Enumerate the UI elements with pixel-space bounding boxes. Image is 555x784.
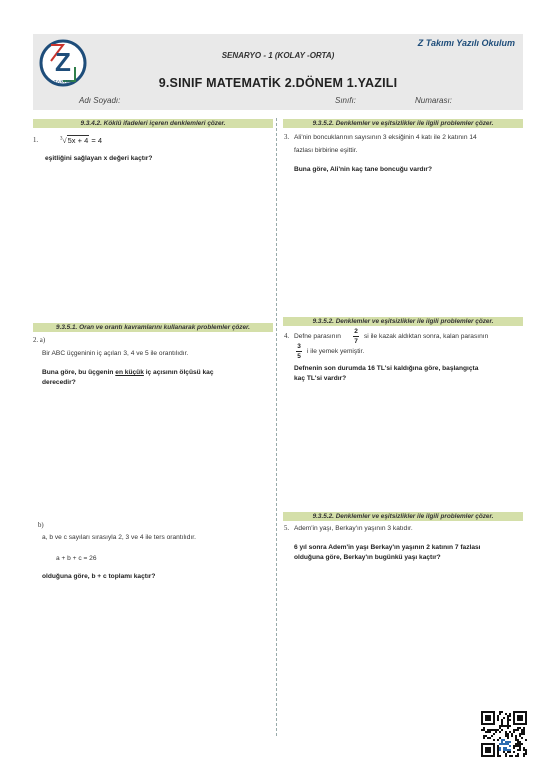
- q1-question: eşitliğini sağlayan x değeri kaçtır?: [45, 155, 153, 162]
- q3-stem-line2: fazlası birbirine eşittir.: [294, 147, 358, 154]
- q4-fraction-two-sevenths: 2 7: [354, 328, 358, 345]
- q4-fraction-three-fifths: 3 5: [297, 343, 301, 360]
- q2-objective-tag: 9.3.5.1. Oran ve orantı kavramlarını kullanarak problemler çözer.: [33, 323, 273, 332]
- q2b-number: b): [38, 522, 44, 529]
- q5-stem: Adem'in yaşı, Berkay'ın yaşının 3 katıdır.: [294, 525, 413, 532]
- svg-text:TAKIMI: TAKIMI: [53, 79, 73, 84]
- q1-number: 1.: [33, 137, 39, 144]
- exam-title: 9.SINIF MATEMATİK 2.DÖNEM 1.YAZILI: [158, 76, 398, 90]
- q3-question: Buna göre, Ali'nin kaç tane boncuğu vardır?: [294, 166, 432, 173]
- number-field-label: Numarası:: [415, 96, 452, 105]
- q1-equation: $^3$√5x + 4 = 4: [60, 136, 102, 145]
- q2b-equation: a + b + c = 26: [56, 555, 97, 562]
- q3-stem-line1: Ali'nin boncuklarının sayısının 3 eksiğinin 4 katı ile 2 katının 14: [294, 134, 477, 141]
- q4-stem-b: si ile kazak aldıktan sonra, kalan parasının: [364, 333, 489, 340]
- q3-number: 3.: [284, 134, 290, 141]
- class-field-label: Sınıfı:: [335, 96, 356, 105]
- q3-objective-tag: 9.3.5.2. Denklemler ve eşitsizlikler ile ilgili problemler çözer.: [283, 119, 523, 128]
- column-divider: [276, 118, 277, 736]
- q5-number: 5.: [284, 525, 290, 532]
- q4-number: 4.: [284, 333, 290, 340]
- q2b-question: olduğuna göre, b + c toplamı kaçtır?: [42, 573, 156, 580]
- svg-text:Z: Z: [55, 47, 71, 77]
- scenario-label: SENARYO - 1 (KOLAY -ORTA): [221, 51, 335, 60]
- q2a-number: 2. a): [33, 337, 46, 344]
- q4-objective-tag: 9.3.5.2. Denklemler ve eşitsizlikler ile ilgili problemler çözer.: [283, 317, 523, 326]
- q2a-stem: Bir ABC üçgeninin iç açıları 3, 4 ve 5 ile orantılıdır.: [42, 350, 189, 357]
- q5-question-line1: 6 yıl sonra Adem'in yaşı Berkay'ın yaşının 2 katının 7 fazlası: [294, 544, 481, 551]
- q4-stem-c: i ile yemek yemiştir.: [307, 348, 365, 355]
- q5-objective-tag: 9.3.5.2. Denklemler ve eşitsizlikler ile ilgili problemler çözer.: [283, 512, 523, 521]
- qr-code-icon[interactable]: [481, 711, 527, 757]
- q4-question-line2: kaç TL'si vardır?: [294, 375, 347, 382]
- q1-objective-tag: 9.3.4.2. Köklü ifadeleri içeren denklemleri çözer.: [33, 119, 273, 128]
- name-field-label: Adı Soyadı:: [79, 96, 121, 105]
- q2b-stem: a, b ve c sayıları sırasıyla 2, 3 ve 4 ile ters orantılıdır.: [42, 534, 196, 541]
- q4-question-line1: Defnenin son durumda 16 TL'si kaldığına göre, başlangıçta: [294, 365, 479, 372]
- q2a-question: Buna göre, bu üçgenin en küçük iç açısının ölçüsü kaç derecedir?: [42, 369, 214, 386]
- school-name: Z Takımı Yazılı Okulum: [417, 38, 515, 48]
- q5-question-line2: olduğuna göre, Berkay'ın bugünkü yaşı kaçtır?: [294, 554, 441, 561]
- q4-stem-a: Defne parasının: [294, 333, 341, 340]
- exam-header: [33, 34, 523, 110]
